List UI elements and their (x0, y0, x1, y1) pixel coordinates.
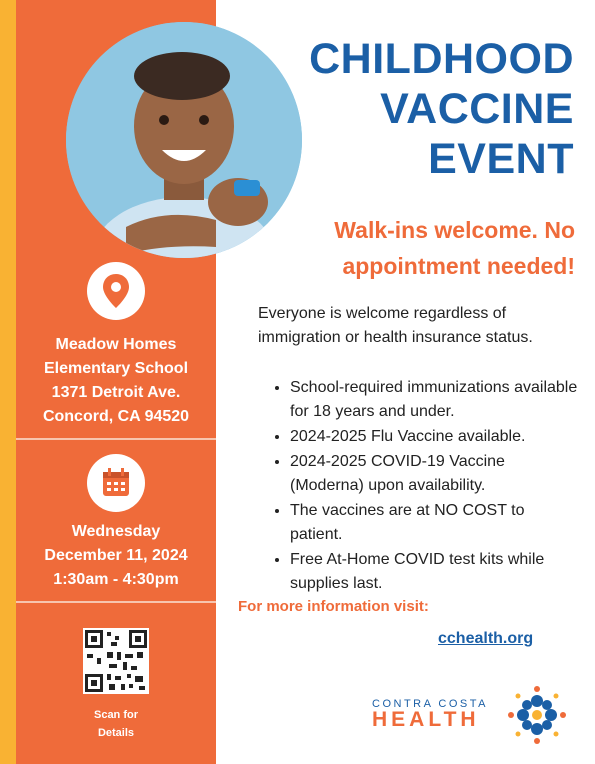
walkins-line: Walk-ins welcome. No (334, 217, 575, 243)
yellow-edge-stripe (0, 0, 16, 764)
flower-logo-icon (506, 684, 568, 746)
brand-name-main: HEALTH (372, 708, 480, 731)
address-line: Concord, CA 94520 (42, 408, 190, 425)
address-line: 1371 Detroit Ave. (51, 384, 181, 401)
more-info-label: For more information visit: (238, 598, 429, 615)
scan-line: Details (97, 727, 135, 739)
datetime-line: December 11, 2024 (44, 547, 188, 564)
title-line: EVENT (428, 135, 574, 183)
title-line: VACCINE (380, 85, 574, 133)
location-address (16, 333, 216, 429)
offerings-list (258, 376, 578, 597)
sidebar-divider (16, 438, 216, 440)
list-item: • 2024-2025 Flu Vaccine available. (290, 425, 578, 449)
scan-line: Scan for (93, 709, 138, 721)
qr-code-icon (83, 628, 149, 694)
qr-code[interactable] (83, 628, 149, 694)
calendar-icon (87, 454, 145, 512)
list-item: • The vaccines are at NO COST to patient. (290, 499, 578, 547)
walkins-notice (260, 212, 575, 284)
address-line: Meadow Homes (55, 336, 177, 353)
brand-logo (506, 684, 568, 746)
sidebar-divider (16, 601, 216, 603)
calendar-icon-badge (87, 454, 145, 512)
website-link[interactable]: cchealth.org (438, 630, 534, 647)
address-line: Elementary School (43, 360, 189, 377)
event-datetime (16, 520, 216, 592)
title-line: CHILDHOOD (309, 35, 574, 83)
location-pin-icon (87, 262, 145, 320)
location-icon-badge (87, 262, 145, 320)
list-item: • 2024-2025 COVID-19 Vaccine (Moderna) upon availability. (290, 450, 578, 498)
list-item: • School-required immunizations available for 18 years and under. (290, 376, 578, 424)
datetime-line: 1:30am - 4:30pm (53, 571, 179, 588)
list-item: • Free At-Home COVID test kits while supplies last. (290, 548, 578, 596)
walkins-line: appointment needed! (342, 253, 575, 279)
datetime-line: Wednesday (71, 523, 161, 540)
event-title (250, 34, 574, 184)
scan-label (16, 706, 216, 742)
brand-name-top: CONTRA COSTA (372, 698, 488, 710)
intro-text: Everyone is welcome regardless of immigration or health insurance status. (258, 305, 533, 346)
